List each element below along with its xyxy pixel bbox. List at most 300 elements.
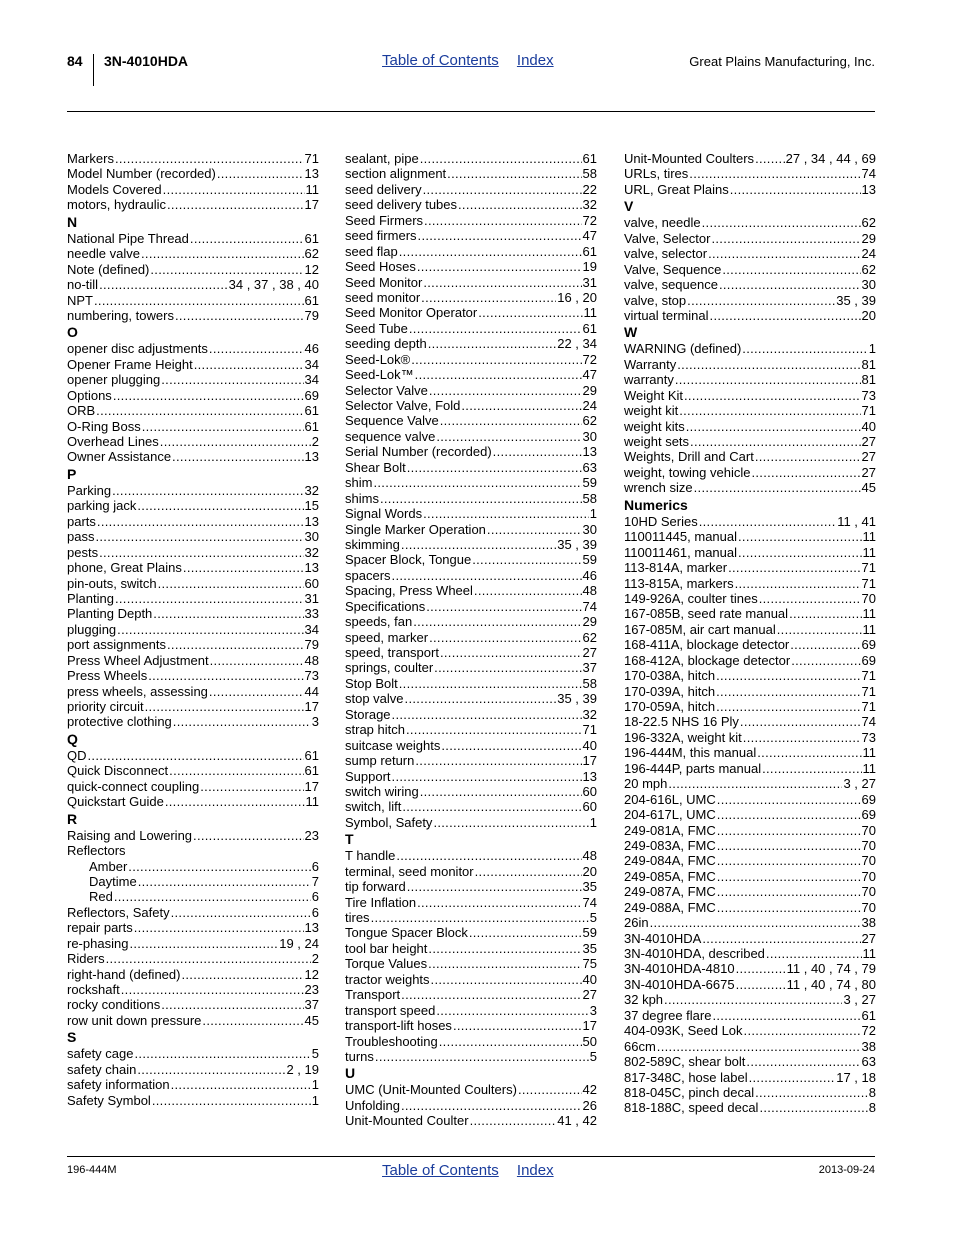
page-reference[interactable]: 34 [304, 372, 319, 388]
page-reference[interactable]: 44 [304, 683, 319, 699]
index-entry[interactable] [624, 884, 876, 899]
index-entry[interactable] [67, 419, 319, 434]
index-entry[interactable] [624, 761, 876, 776]
index-entry[interactable] [624, 403, 876, 418]
page-reference[interactable]: 81 [861, 372, 876, 388]
index-entry[interactable] [67, 308, 319, 323]
index-entry[interactable] [624, 576, 876, 591]
page-reference[interactable]: 34 [304, 356, 319, 372]
page-reference[interactable]: 27 [861, 449, 876, 465]
index-entry[interactable] [67, 794, 319, 809]
page-reference[interactable]: 61 [861, 1007, 876, 1023]
index-entry[interactable] [67, 151, 319, 166]
index-entry[interactable] [624, 262, 876, 277]
page-reference[interactable]: 70 [861, 884, 876, 900]
page-reference[interactable]: 11 [305, 794, 319, 810]
page-reference[interactable]: 40 [582, 737, 597, 753]
page-reference[interactable]: 62 [861, 215, 876, 231]
index-entry[interactable] [624, 1023, 876, 1038]
index-entry[interactable] [67, 951, 319, 966]
page-reference[interactable]: 15 [304, 498, 319, 514]
index-entry[interactable] [345, 956, 597, 971]
page-reference[interactable]: 59 [582, 925, 597, 941]
index-entry[interactable] [67, 231, 319, 246]
index-entry[interactable] [624, 1054, 876, 1069]
page-reference[interactable]: 70 [861, 837, 876, 853]
index-entry[interactable] [345, 1034, 597, 1049]
index-entry[interactable] [624, 357, 876, 372]
index-entry[interactable] [67, 684, 319, 699]
page-reference[interactable]: 27 [861, 464, 876, 480]
index-entry[interactable] [624, 514, 876, 529]
index-entry[interactable] [345, 367, 597, 382]
page-reference[interactable]: 62 [582, 413, 597, 429]
page-reference[interactable]: 11 [862, 745, 876, 761]
index-entry[interactable] [67, 779, 319, 794]
page-reference[interactable]: 61 [582, 243, 597, 259]
page-reference[interactable]: 27 [861, 930, 876, 946]
page-reference[interactable]: 33 [304, 606, 319, 622]
index-entry[interactable] [345, 738, 597, 753]
page-reference[interactable]: 61 [582, 320, 597, 336]
page-reference[interactable]: 1 [589, 506, 597, 522]
index-entry[interactable] [345, 1003, 597, 1018]
table-of-contents-link[interactable]: Table of Contents [382, 52, 499, 69]
index-entry[interactable] [624, 915, 876, 930]
page-reference[interactable]: 74 [861, 166, 876, 182]
page-reference[interactable]: 17 [304, 197, 319, 213]
index-entry[interactable] [624, 372, 876, 387]
index-entry[interactable] [67, 388, 319, 403]
index-entry[interactable] [345, 151, 597, 166]
index-entry[interactable] [67, 843, 319, 858]
index-entry[interactable] [67, 529, 319, 544]
page-reference[interactable]: 62 [582, 629, 597, 645]
index-entry[interactable] [624, 215, 876, 230]
index-entry[interactable] [67, 1062, 319, 1077]
page-reference[interactable]: 71 [304, 151, 319, 166]
index-entry[interactable] [345, 769, 597, 784]
page-reference[interactable]: 42 [582, 1082, 597, 1098]
index-link[interactable]: Index [516, 52, 554, 69]
page-reference[interactable]: 2 [311, 434, 319, 449]
page-reference[interactable]: 47 [582, 228, 597, 244]
index-link[interactable]: Index [516, 1162, 554, 1179]
page-reference[interactable]: 71 [861, 560, 876, 576]
index-entry[interactable] [345, 599, 597, 614]
page-reference[interactable]: 63 [582, 459, 597, 475]
table-of-contents-link[interactable]: Table of Contents [382, 1162, 499, 1179]
page-reference[interactable]: 61 [304, 292, 319, 308]
index-entry[interactable] [345, 552, 597, 567]
index-entry[interactable] [624, 419, 876, 434]
page-reference[interactable]: 3 , 27 [843, 992, 876, 1008]
page-reference[interactable]: 13 [304, 166, 319, 182]
page-reference[interactable]: 13 [304, 513, 319, 529]
index-entry[interactable] [624, 388, 876, 403]
index-entry[interactable] [345, 444, 597, 459]
index-entry[interactable] [345, 244, 597, 259]
index-entry[interactable] [345, 429, 597, 444]
index-entry[interactable] [624, 166, 876, 181]
page-reference[interactable]: 62 [861, 261, 876, 277]
index-entry[interactable] [67, 293, 319, 308]
index-entry[interactable] [67, 982, 319, 997]
page-reference[interactable]: 11 [862, 606, 876, 622]
page-reference[interactable]: 47 [582, 367, 597, 383]
index-entry[interactable] [67, 545, 319, 560]
page-reference[interactable]: 5 [311, 1046, 319, 1062]
page-reference[interactable]: 38 [861, 915, 876, 931]
index-entry[interactable] [624, 480, 876, 495]
index-entry[interactable] [345, 910, 597, 925]
page-reference[interactable]: 17 , 18 [836, 1069, 876, 1085]
index-entry[interactable] [624, 684, 876, 699]
page-reference[interactable]: 22 [582, 181, 597, 197]
index-entry[interactable] [345, 1113, 597, 1128]
page-reference[interactable]: 3 [311, 714, 319, 730]
page-reference[interactable]: 13 [304, 449, 319, 465]
page-reference[interactable]: 79 [304, 637, 319, 653]
page-reference[interactable]: 12 [304, 966, 319, 982]
page-reference[interactable]: 45 [304, 1012, 319, 1028]
index-entry[interactable] [624, 823, 876, 838]
page-reference[interactable]: 6 [311, 858, 319, 874]
page-reference[interactable]: 27 [582, 645, 597, 660]
page-reference[interactable]: 35 [582, 879, 597, 895]
index-entry[interactable] [67, 483, 319, 498]
index-entry[interactable] [624, 946, 876, 961]
page-reference[interactable]: 24 [861, 246, 876, 262]
page-reference[interactable]: 11 , 41 [837, 513, 876, 529]
index-entry[interactable] [345, 1049, 597, 1064]
page-reference[interactable]: 34 , 37 , 38 , 40 [228, 277, 319, 293]
page-reference[interactable]: 71 [861, 699, 876, 714]
index-entry[interactable] [624, 449, 876, 464]
index-entry[interactable] [345, 398, 597, 413]
page-reference[interactable]: 30 [582, 428, 597, 444]
page-reference[interactable]: 23 [304, 982, 319, 997]
index-entry[interactable] [624, 1008, 876, 1023]
page-reference[interactable]: 72 [582, 351, 597, 367]
page-reference[interactable]: 71 [861, 403, 876, 419]
page-reference[interactable]: 23 [304, 827, 319, 843]
index-entry[interactable] [624, 977, 876, 992]
index-entry[interactable] [67, 341, 319, 356]
page-reference[interactable]: 32 [582, 706, 597, 722]
index-entry[interactable] [624, 622, 876, 637]
index-entry[interactable] [345, 460, 597, 475]
index-entry[interactable] [67, 763, 319, 778]
page-reference[interactable]: 5 [589, 1048, 597, 1064]
page-reference[interactable]: 74 [582, 598, 597, 614]
index-entry[interactable] [67, 967, 319, 982]
page-reference[interactable]: 30 [304, 529, 319, 545]
index-entry[interactable] [624, 869, 876, 884]
page-reference[interactable]: 22 , 34 [557, 336, 597, 352]
page-reference[interactable]: 73 [861, 729, 876, 745]
index-entry[interactable] [67, 748, 319, 763]
index-entry[interactable] [345, 583, 597, 598]
page-reference[interactable]: 3 [589, 1002, 597, 1018]
index-entry[interactable] [624, 714, 876, 729]
page-reference[interactable]: 17 [304, 699, 319, 714]
page-reference[interactable]: 32 [582, 197, 597, 213]
page-reference[interactable]: 60 [582, 799, 597, 815]
page-reference[interactable]: 48 [582, 583, 597, 599]
index-entry[interactable] [345, 413, 597, 428]
page-reference[interactable]: 17 [582, 1018, 597, 1034]
index-entry[interactable] [624, 465, 876, 480]
index-entry[interactable] [345, 972, 597, 987]
page-reference[interactable]: 58 [582, 675, 597, 691]
page-reference[interactable]: 46 [582, 567, 597, 583]
index-entry[interactable] [67, 668, 319, 683]
index-entry[interactable] [345, 182, 597, 197]
page-reference[interactable]: 69 [861, 791, 876, 807]
index-entry[interactable] [345, 614, 597, 629]
index-entry[interactable] [624, 434, 876, 449]
index-entry[interactable] [345, 864, 597, 879]
index-entry[interactable] [67, 166, 319, 181]
index-entry[interactable] [624, 591, 876, 606]
page-reference[interactable]: 40 [582, 971, 597, 987]
page-reference[interactable]: 69 [861, 637, 876, 653]
page-reference[interactable]: 29 [582, 614, 597, 630]
page-reference[interactable]: 11 , 40 , 74 , 80 [786, 976, 876, 992]
page-reference[interactable]: 13 [861, 181, 876, 197]
index-entry[interactable] [624, 900, 876, 915]
page-reference[interactable]: 72 [582, 212, 597, 228]
page-reference[interactable]: 32 [304, 544, 319, 560]
page-reference[interactable]: 58 [582, 166, 597, 182]
index-entry[interactable] [345, 753, 597, 768]
index-entry[interactable] [624, 838, 876, 853]
page-reference[interactable]: 13 [582, 444, 597, 460]
page-reference[interactable]: 37 [582, 660, 597, 676]
index-entry[interactable] [624, 931, 876, 946]
index-entry[interactable] [345, 228, 597, 243]
index-entry[interactable] [67, 714, 319, 729]
index-entry[interactable] [67, 277, 319, 292]
index-entry[interactable] [345, 290, 597, 305]
index-entry[interactable] [624, 1039, 876, 1054]
page-reference[interactable]: 2 [311, 951, 319, 967]
page-reference[interactable]: 32 [304, 482, 319, 498]
index-entry[interactable] [345, 475, 597, 490]
page-reference[interactable]: 70 [861, 899, 876, 915]
index-entry[interactable] [345, 321, 597, 336]
index-subentry[interactable] [67, 859, 319, 874]
index-entry[interactable] [345, 895, 597, 910]
page-reference[interactable]: 24 [582, 398, 597, 413]
index-entry[interactable] [624, 699, 876, 714]
index-entry[interactable] [345, 1098, 597, 1113]
index-entry[interactable] [67, 1077, 319, 1092]
page-reference[interactable]: 11 [862, 621, 876, 637]
index-entry[interactable] [624, 560, 876, 575]
index-entry[interactable] [67, 997, 319, 1012]
page-reference[interactable]: 26 [582, 1097, 597, 1113]
page-reference[interactable]: 59 [582, 475, 597, 491]
index-entry[interactable] [67, 936, 319, 951]
page-reference[interactable]: 6 [311, 904, 319, 920]
page-reference[interactable]: 70 [861, 822, 876, 838]
page-reference[interactable]: 61 [582, 151, 597, 166]
index-entry[interactable] [67, 197, 319, 212]
page-reference[interactable]: 11 [862, 760, 876, 776]
index-entry[interactable] [624, 961, 876, 976]
index-entry[interactable] [67, 372, 319, 387]
page-reference[interactable]: 35 [582, 940, 597, 956]
page-reference[interactable]: 27 [861, 434, 876, 449]
page-reference[interactable]: 61 [304, 230, 319, 246]
page-reference[interactable]: 31 [304, 590, 319, 606]
page-reference[interactable]: 1 [311, 1092, 319, 1108]
index-entry[interactable] [345, 925, 597, 940]
page-reference[interactable]: 17 [304, 778, 319, 794]
page-reference[interactable]: 16 , 20 [557, 289, 597, 305]
page-reference[interactable]: 7 [311, 873, 319, 889]
page-reference[interactable]: 46 [304, 341, 319, 357]
index-entry[interactable] [624, 745, 876, 760]
index-entry[interactable] [345, 259, 597, 274]
index-entry[interactable] [624, 1100, 876, 1115]
page-reference[interactable]: 38 [861, 1038, 876, 1054]
page-reference[interactable]: 71 [582, 722, 597, 738]
page-reference[interactable]: 27 [582, 987, 597, 1003]
page-reference[interactable]: 11 [862, 544, 876, 560]
page-reference[interactable]: 72 [861, 1023, 876, 1039]
index-entry[interactable] [345, 630, 597, 645]
index-subentry[interactable] [67, 874, 319, 889]
page-reference[interactable]: 69 [861, 807, 876, 823]
page-reference[interactable]: 79 [304, 307, 319, 323]
page-reference[interactable]: 30 [861, 277, 876, 293]
index-entry[interactable] [345, 941, 597, 956]
index-entry[interactable] [624, 637, 876, 652]
page-reference[interactable]: 60 [582, 783, 597, 799]
page-reference[interactable]: 60 [304, 575, 319, 591]
page-reference[interactable]: 75 [582, 956, 597, 972]
page-reference[interactable]: 13 [304, 920, 319, 936]
page-reference[interactable]: 70 [861, 868, 876, 884]
index-entry[interactable] [624, 246, 876, 261]
page-reference[interactable]: 35 , 39 [557, 691, 597, 707]
page-reference[interactable]: 70 [861, 590, 876, 606]
index-entry[interactable] [345, 815, 597, 830]
page-reference[interactable]: 34 [304, 621, 319, 637]
page-reference[interactable]: 1 [868, 341, 876, 357]
index-entry[interactable] [345, 1018, 597, 1033]
index-entry[interactable] [67, 920, 319, 935]
index-entry[interactable] [345, 722, 597, 737]
index-entry[interactable] [67, 514, 319, 529]
page-reference[interactable]: 11 [862, 946, 876, 961]
page-reference[interactable]: 19 [582, 259, 597, 275]
page-reference[interactable]: 1 [589, 814, 597, 830]
page-reference[interactable]: 40 [861, 418, 876, 434]
page-reference[interactable]: 61 [304, 763, 319, 779]
page-reference[interactable]: 70 [861, 853, 876, 869]
page-reference[interactable]: 29 [582, 382, 597, 398]
index-entry[interactable] [624, 853, 876, 868]
index-entry[interactable] [345, 537, 597, 552]
index-entry[interactable] [67, 828, 319, 843]
index-entry[interactable] [345, 987, 597, 1002]
index-entry[interactable] [345, 275, 597, 290]
index-entry[interactable] [624, 730, 876, 745]
index-entry[interactable] [624, 545, 876, 560]
index-entry[interactable] [624, 341, 876, 356]
page-reference[interactable]: 62 [304, 246, 319, 262]
index-entry[interactable] [67, 1093, 319, 1108]
page-reference[interactable]: 19 , 24 [279, 935, 319, 951]
page-reference[interactable]: 73 [304, 668, 319, 684]
index-entry[interactable] [345, 691, 597, 706]
page-reference[interactable]: 27 , 34 , 44 , 69 [785, 151, 876, 166]
index-entry[interactable] [67, 560, 319, 575]
page-reference[interactable]: 48 [582, 848, 597, 864]
index-entry[interactable] [624, 529, 876, 544]
page-reference[interactable]: 29 [861, 230, 876, 246]
index-entry[interactable] [345, 305, 597, 320]
index-entry[interactable] [345, 166, 597, 181]
page-reference[interactable]: 5 [589, 910, 597, 925]
index-entry[interactable] [624, 992, 876, 1007]
page-reference[interactable]: 71 [861, 683, 876, 699]
page-reference[interactable]: 6 [311, 889, 319, 905]
page-reference[interactable]: 37 [304, 997, 319, 1013]
index-entry[interactable] [67, 1013, 319, 1028]
page-reference[interactable]: 69 [304, 387, 319, 403]
index-entry[interactable] [624, 606, 876, 621]
page-reference[interactable]: 74 [582, 894, 597, 910]
index-entry[interactable] [345, 799, 597, 814]
page-reference[interactable]: 61 [304, 418, 319, 434]
page-reference[interactable]: 48 [304, 652, 319, 668]
page-reference[interactable]: 2 , 19 [286, 1061, 319, 1077]
index-entry[interactable] [67, 576, 319, 591]
index-entry[interactable] [345, 848, 597, 863]
index-entry[interactable] [67, 653, 319, 668]
index-entry[interactable] [624, 1070, 876, 1085]
index-entry[interactable] [345, 213, 597, 228]
index-entry[interactable] [67, 403, 319, 418]
index-entry[interactable] [345, 336, 597, 351]
page-reference[interactable]: 63 [861, 1054, 876, 1070]
index-entry[interactable] [67, 591, 319, 606]
index-entry[interactable] [67, 606, 319, 621]
index-entry[interactable] [624, 653, 876, 668]
index-entry[interactable] [67, 905, 319, 920]
page-reference[interactable]: 71 [861, 575, 876, 591]
page-reference[interactable]: 30 [582, 521, 597, 537]
page-reference[interactable]: 58 [582, 490, 597, 506]
page-reference[interactable]: 71 [861, 668, 876, 684]
index-subentry[interactable] [67, 889, 319, 904]
page-reference[interactable]: 69 [861, 652, 876, 668]
index-entry[interactable] [624, 277, 876, 292]
page-reference[interactable]: 81 [861, 356, 876, 372]
page-reference[interactable]: 74 [861, 714, 876, 730]
index-entry[interactable] [624, 308, 876, 323]
page-reference[interactable]: 11 , 40 , 74 , 79 [786, 961, 876, 977]
page-reference[interactable]: 8 [868, 1084, 876, 1100]
index-entry[interactable] [67, 262, 319, 277]
index-entry[interactable] [624, 151, 876, 166]
index-entry[interactable] [67, 434, 319, 449]
